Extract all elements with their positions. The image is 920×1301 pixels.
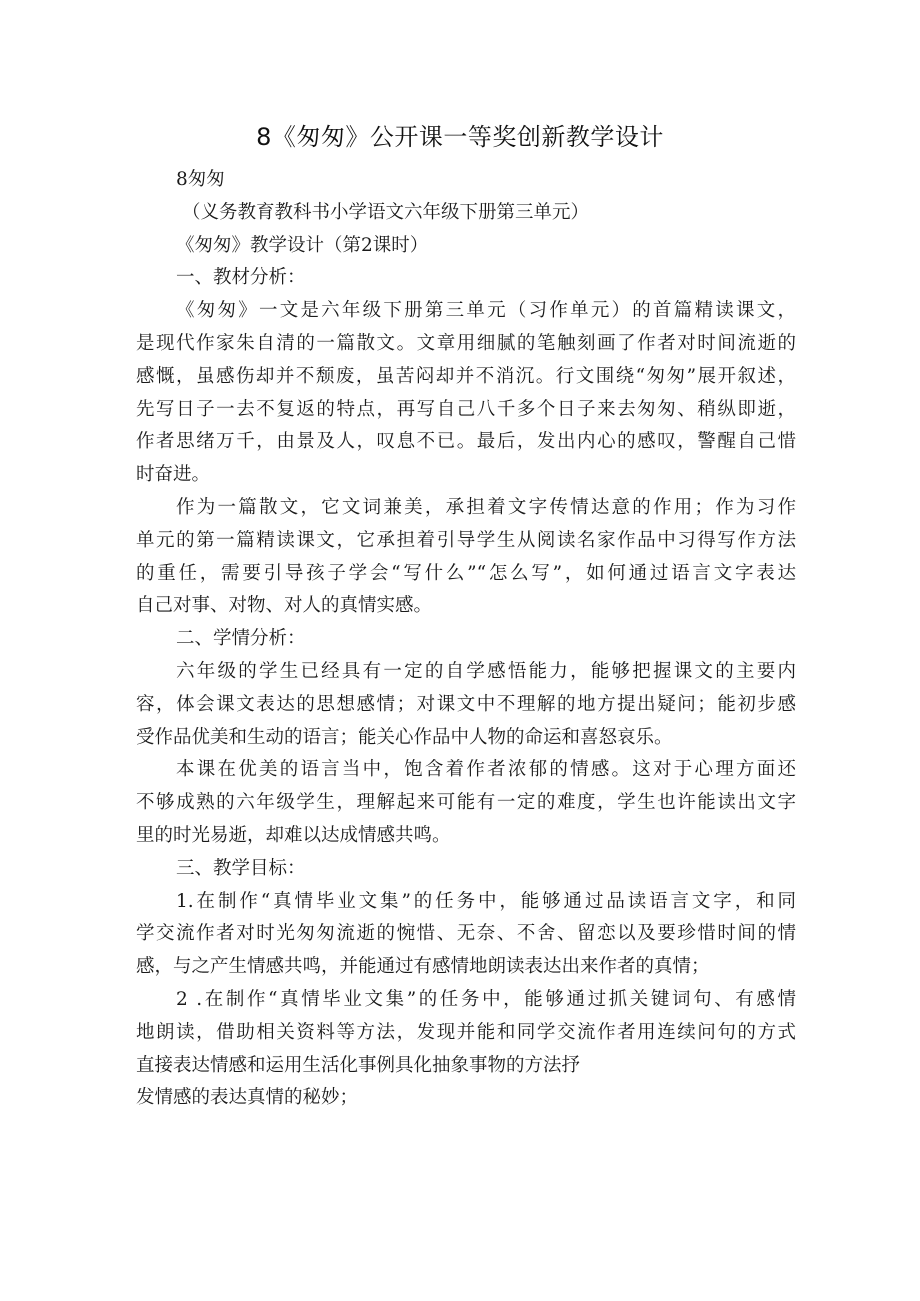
section-heading-textbook-analysis: 一、教材分析：	[176, 267, 306, 289]
paragraph-line: 不够成熟的六年级学生，理解起来可能有一定的难度，学生也许能读出文字	[136, 792, 796, 814]
goal-1-line: 学交流作者对时光匆匆流逝的惋惜、无奈、不舍、留恋以及要珍惜时间的情	[136, 923, 796, 945]
document-body	[136, 164, 796, 1115]
section-heading-teaching-goals: 三、教学目标：	[176, 857, 306, 879]
paragraph-line: 《匆匆》一文是六年级下册第三单元（习作单元）的首篇精读课文，	[176, 300, 796, 322]
paragraph-line: 受作品优美和生动的语言；能关心作品中人物的命运和喜怒哀乐。	[136, 726, 673, 748]
section-heading-student-analysis: 二、学情分析：	[176, 628, 306, 650]
goal-2-line: 发情感的表达真情的秘妙；	[136, 1087, 359, 1109]
goal-2-line: 2 .在制作“真情毕业文集”的任务中，能够通过抓关键词句、有感情	[176, 988, 796, 1010]
document-title: 8《匆匆》公开课一等奖创新教学设计	[256, 123, 664, 151]
paragraph-line: 自己对事、对物、对人的真情实感。	[136, 595, 433, 617]
paragraph-line: 单元的第一篇精读课文，它承担着引导学生从阅读名家作品中习得写作方法	[136, 529, 796, 551]
goal-1-line: 1.在制作“真情毕业文集”的任务中，能够通过品读语言文字，和同	[176, 890, 796, 912]
paragraph-line: 感慨，虽感伤却并不颓废，虽苦闷却并不消沉。行文围绕“匆匆”展开叙述，	[136, 365, 796, 387]
paragraph-line: 容，体会课文表达的思想感情；对课文中不理解的地方提出疑问；能初步感	[136, 693, 796, 715]
design-subtitle: 《匆匆》教学设计（第2课时）	[176, 234, 429, 256]
paragraph-line: 作者思绪万千，由景及人，叹息不已。最后，发出内心的感叹，警醒自己惜	[136, 431, 796, 453]
paragraph-line: 是现代作家朱自清的一篇散文。文章用细腻的笔触刻画了作者对时间流逝的	[136, 332, 796, 354]
paragraph-line: 先写日子一去不复返的特点，再写自己八千多个日子来去匆匆、稍纵即逝，	[136, 398, 796, 420]
paragraph-line: 的重任，需要引导孩子学会“写什么”“怎么写”，如何通过语言文字表达	[136, 562, 796, 584]
goal-1-line: 感，与之产生情感共鸣，并能通过有感情地朗读表达出来作者的真情；	[136, 956, 710, 978]
lesson-heading: 8匆匆	[176, 169, 225, 190]
paragraph-line: 本课在优美的语言当中，饱含着作者浓郁的情感。这对于心理方面还	[176, 759, 796, 781]
goal-2-line: 直接表达情感和运用生活化事例具化抽象事物的方法抒	[136, 1054, 581, 1076]
paragraph-line: 作为一篇散文，它文词兼美，承担着文字传情达意的作用；作为习作	[176, 496, 796, 518]
paragraph-line: 六年级的学生已经具有一定的自学感悟能力，能够把握课文的主要内	[176, 660, 796, 682]
paragraph-line: 里的时光易逝，却难以达成情感共鸣。	[136, 824, 451, 846]
textbook-note: （义务教育教科书小学语文六年级下册第三单元）	[182, 201, 590, 223]
paragraph-line: 时奋进。	[136, 464, 211, 486]
goal-2-line: 地朗读，借助相关资料等方法，发现并能和同学交流作者用连续问句的方式	[136, 1021, 796, 1043]
